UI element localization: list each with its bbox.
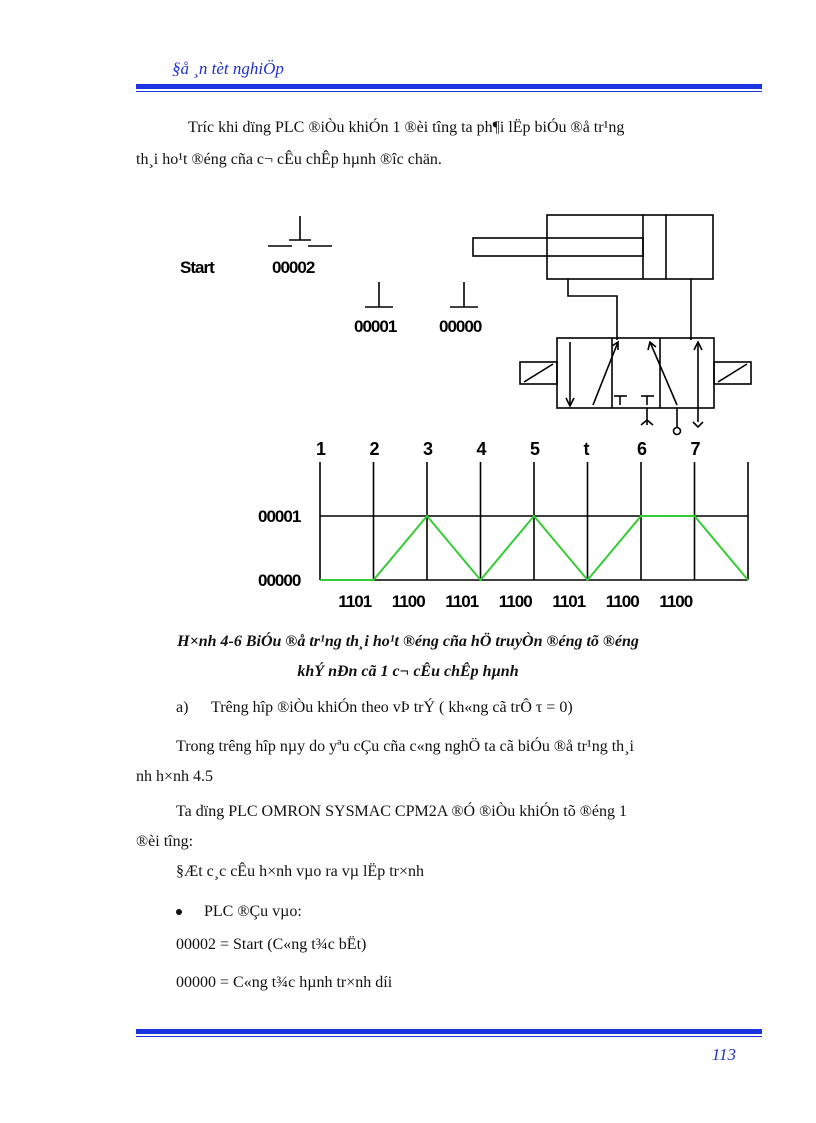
figure-caption-line-1: H×nh 4-6 BiÓu ®å tr¹ng th¸i ho¹t ®éng cña hÖ truyÒn ®éng tõ ®éng: [177, 633, 639, 650]
switch-b-label: 00000: [439, 317, 482, 336]
solenoid-right-coil: [718, 364, 747, 382]
air-line-left: [568, 279, 617, 340]
item-a-text: Trêng hîp ®iÒu khiÓn theo vÞ trÝ ( kh«ng cã trÔ τ = 0): [211, 699, 573, 716]
port-exhaust-1-circle: [674, 428, 681, 435]
timing-chart: [258, 439, 748, 611]
cylinder-rod: [473, 238, 643, 256]
chart-code-label: 1101: [552, 592, 586, 611]
chart-step-label: 6: [637, 439, 648, 459]
item-a-marker: a): [176, 699, 189, 716]
page-number: 113: [711, 1045, 736, 1064]
switch-a-label: 00001: [354, 317, 397, 336]
chart-step-label: 1: [316, 439, 327, 459]
intro-line-2: th¸i ho¹t ®éng cña c¬ cÊu chÊp hµnh ®îc chän.: [136, 151, 442, 168]
chart-code-label: 1100: [659, 592, 693, 611]
input-start-line: 00002 = Start (C«ng t¾c bËt): [176, 936, 367, 953]
chart-code-label: 1100: [391, 592, 425, 611]
intro-line-1: Tríc khi dïng PLC ®iÒu khiÓn 1 ®èi tîng ta ph¶i lËp biÓu ®å tr¹ng: [188, 119, 625, 136]
chart-step-label: 7: [690, 439, 701, 459]
bullet-item: [176, 897, 302, 927]
chart-step-label: t: [583, 439, 590, 459]
footer-rule: [136, 1029, 762, 1034]
chart-step-label: 5: [530, 439, 541, 459]
valve-body: [557, 338, 714, 408]
chart-y-label: 00001: [258, 507, 301, 526]
chart-step-label: 3: [423, 439, 434, 459]
input-limit-line: 00000 = C«ng t¾c hµnh tr×nh díi: [176, 974, 393, 991]
switch-start-label: 00002: [272, 258, 315, 277]
chart-code-label: 1101: [445, 592, 479, 611]
chart-step-label: 2: [369, 439, 380, 459]
valve-arrow-diagonal-2: [650, 342, 677, 405]
para2-line-1: Ta dïng PLC OMRON SYSMAC CPM2A ®Ó ®iÒu khiÓn tõ ®éng 1: [176, 803, 627, 820]
chart-code-label: 1101: [338, 592, 372, 611]
footer-rule-thin: [136, 1036, 762, 1037]
start-label: Start: [180, 258, 214, 277]
chart-code-label: 1100: [498, 592, 532, 611]
solenoid-left-coil: [524, 364, 553, 382]
para1-line-1: Trong trêng hîp nµy do yªu cÇu cña c«ng nghÖ ta cã biÓu ®å tr¹ng th¸i: [176, 738, 634, 755]
chart-code-label: 1100: [605, 592, 639, 611]
para3: §Æt c¸c cÊu h×nh vµo ra vµ lËp tr×nh: [176, 863, 424, 880]
bullet-dot-icon: [176, 909, 182, 915]
para1-line-2: nh h×nh 4.5: [136, 768, 214, 785]
header-title: §å ¸n tèt nghiÖp: [172, 59, 284, 78]
para2-line-2: ®èi tîng:: [136, 833, 194, 850]
chart-y-label: 00000: [258, 571, 301, 590]
port-exhaust-2-triangle: [693, 422, 703, 427]
figure-caption-line-2: khÝ nÐn cã 1 c¬ cÊu chÊp hµnh: [297, 663, 519, 680]
chart-step-label: 4: [476, 439, 487, 459]
bullet-text: PLC ®Çu vµo:: [204, 903, 302, 920]
cylinder-body: [547, 215, 713, 279]
